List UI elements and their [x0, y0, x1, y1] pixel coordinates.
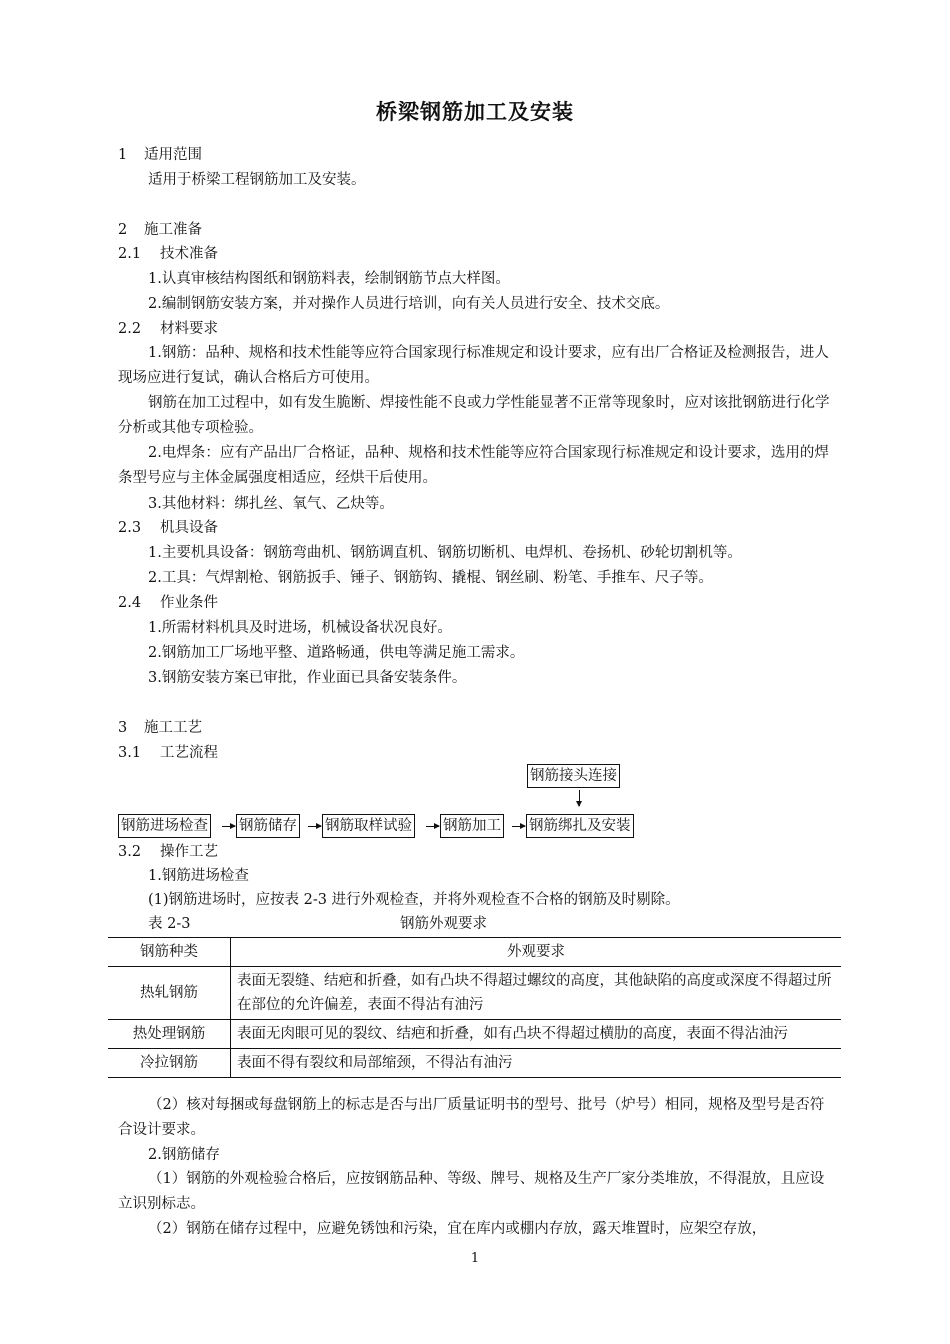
- section-title: 操作工艺: [160, 844, 218, 860]
- right-arrow-icon: [308, 826, 321, 827]
- table-caption: 钢筋外观要求: [400, 916, 487, 932]
- paragraph: （1）钢筋的外观检验合格后，应按钢筋品种、等级、牌号、规格及生产厂家分类堆放，不得混放，且应设立识别标志。: [118, 1171, 825, 1212]
- list-item: 3.其他材料：绑扎丝、氧气、乙炔等。: [148, 496, 394, 512]
- section-number: 1: [118, 147, 128, 163]
- section-2-4-heading: [118, 593, 218, 613]
- section-2-2-heading: [118, 319, 218, 339]
- table-cell: 热处理钢筋: [108, 1020, 231, 1049]
- flow-step: 钢筋绑扎及安装: [526, 814, 634, 838]
- flow-step: 钢筋加工: [440, 814, 504, 838]
- paragraph: 2.电焊条：应有产品出厂合格证，品种、规格和技术性能等应符合国家现行标准规定和设计要求，选用的焊条型号应与主体金属强度相适应，经烘干后使用。: [118, 445, 829, 486]
- right-arrow-icon: [512, 826, 525, 827]
- paragraph: 钢筋在加工过程中，如有发生脆断、焊接性能不良或力学性能显著不正常等现象时，应对该批钢筋进行化学分析或其他专项检验。: [118, 395, 830, 436]
- section-number: 3.2: [118, 844, 142, 860]
- appearance-requirements-table: [108, 937, 841, 1078]
- page-number: 1: [470, 1251, 480, 1266]
- flow-step-top: 钢筋接头连接: [527, 764, 620, 788]
- list-item: 1.主要机具设备：钢筋弯曲机、钢筋调直机、钢筋切断机、电焊机、卷扬机、砂轮切割机等。: [148, 545, 742, 561]
- section-2-heading: [118, 220, 202, 240]
- paragraph: （2）核对每捆或每盘钢筋上的标志是否与出厂质量证明书的型号、批号（炉号）相同，规格及型号是否符合设计要求。: [118, 1097, 825, 1138]
- section-title: 作业条件: [160, 595, 218, 611]
- table-cell: 热轧钢筋: [108, 967, 231, 1020]
- subheading: 2.钢筋储存: [148, 1147, 220, 1163]
- section-title: 适用范围: [144, 147, 202, 163]
- document-title: 桥梁钢筋加工及安装: [376, 99, 574, 124]
- table-row: [108, 967, 841, 1020]
- section-title: 工艺流程: [160, 745, 218, 761]
- table-cell: 表面无肉眼可见的裂纹、结疤和折叠，如有凸块不得超过横肋的高度，表面不得沾油污: [231, 1020, 842, 1049]
- list-item: 1.认真审核结构图纸和钢筋料表，绘制钢筋节点大样图。: [148, 271, 510, 287]
- section-number: 2.3: [118, 520, 142, 536]
- list-item: 2.编制钢筋安装方案，并对操作人员进行培训，向有关人员进行安全、技术交底。: [148, 296, 670, 312]
- list-item: 2.钢筋加工厂场地平整、道路畅通，供电等满足施工需求。: [148, 645, 525, 661]
- section-number: 2: [118, 222, 128, 238]
- right-arrow-icon: [222, 826, 235, 827]
- table-cell: 表面不得有裂纹和局部缩颈，不得沾有油污: [231, 1049, 842, 1078]
- section-title: 机具设备: [160, 520, 218, 536]
- paragraph: 适用于桥梁工程钢筋加工及安装。: [148, 172, 366, 188]
- flow-step: 钢筋进场检查: [118, 814, 211, 838]
- section-number: 3: [118, 720, 128, 736]
- section-title: 材料要求: [160, 321, 218, 337]
- section-3-heading: [118, 718, 202, 738]
- subheading: 1.钢筋进场检查: [148, 868, 249, 884]
- right-arrow-icon: [426, 826, 439, 827]
- list-item: 3.钢筋安装方案已审批，作业面已具备安装条件。: [148, 670, 467, 686]
- flow-step: 钢筋储存: [236, 814, 300, 838]
- list-item: 2.工具：气焊割枪、钢筋扳手、锤子、钢筋钩、撬棍、钢丝刷、粉笔、手推车、尺子等。: [148, 570, 713, 586]
- list-item: 1.所需材料机具及时进场，机械设备状况良好。: [148, 620, 452, 636]
- paragraph: 1.钢筋：品种、规格和技术性能等应符合国家现行标准规定和设计要求，应有出厂合格证及检测报告，进人现场应进行复试，确认合格后方可使用。: [118, 345, 829, 386]
- section-number: 3.1: [118, 745, 142, 761]
- section-2-3-heading: [118, 518, 218, 538]
- column-header: 钢筋种类: [108, 938, 231, 967]
- section-title: 技术准备: [160, 246, 218, 262]
- section-number: 2.1: [118, 246, 142, 262]
- table-label: 表 2-3: [148, 916, 191, 932]
- table-cell: 冷拉钢筋: [108, 1049, 231, 1078]
- section-3-2-heading: [118, 842, 218, 862]
- section-number: 2.2: [118, 321, 142, 337]
- section-1-heading: [118, 145, 202, 165]
- table-cell: 表面无裂缝、结疤和折叠，如有凸块不得超过螺纹的高度，其他缺陷的高度或深度不得超过所在部位的允许偏差，表面不得沾有油污: [231, 967, 842, 1020]
- section-title: 施工工艺: [144, 720, 202, 736]
- table-header-row: [108, 938, 841, 967]
- flow-step: 钢筋取样试验: [322, 814, 415, 838]
- section-3-1-heading: [118, 743, 218, 763]
- table-row: [108, 1020, 841, 1049]
- paragraph: （2）钢筋在储存过程中，应避免锈蚀和污染，宜在库内或棚内存放，露天堆置时，应架空存放，: [148, 1221, 767, 1237]
- column-header: 外观要求: [231, 938, 842, 967]
- table-row: [108, 1049, 841, 1078]
- section-2-1-heading: [118, 244, 218, 264]
- section-title: 施工准备: [144, 222, 202, 238]
- section-number: 2.4: [118, 595, 142, 611]
- down-arrow-icon: [579, 790, 580, 806]
- paragraph: (1)钢筋进场时，应按表 2-3 进行外观检查，并将外观检查不合格的钢筋及时剔除。: [148, 892, 680, 908]
